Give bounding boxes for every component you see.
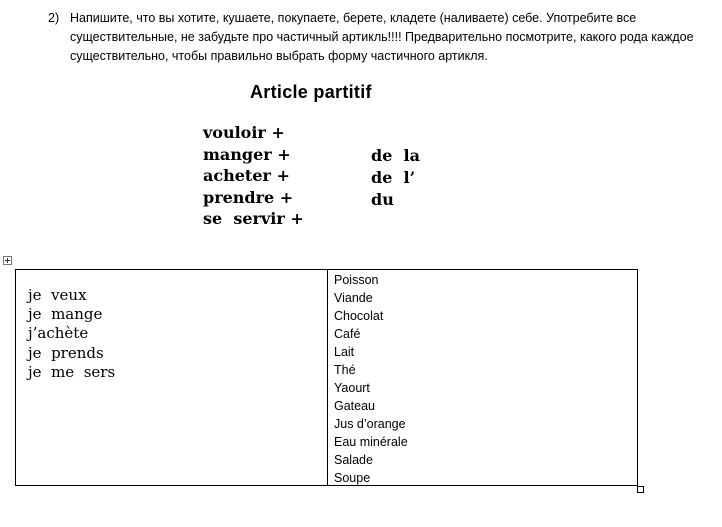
food-item: Café — [334, 327, 361, 341]
partitive-list — [371, 145, 420, 211]
pronoun-form-item: je me sers — [28, 362, 116, 381]
instruction — [48, 9, 708, 66]
food-item: Viande — [334, 291, 373, 305]
partitive-item: de l’ — [371, 168, 416, 187]
food-item: Poisson — [334, 273, 379, 287]
food-item: Soupe — [334, 471, 371, 485]
pronoun-form-item: je prends — [28, 343, 104, 362]
verb-list — [203, 122, 304, 230]
verb-item: acheter + — [203, 166, 290, 185]
pronoun-form-item: je mange — [28, 305, 103, 324]
food-item: Eau minérale — [334, 435, 408, 449]
pronoun-form-list — [28, 286, 115, 382]
verb-item: se servir + — [203, 209, 304, 228]
pronoun-form-item: j’achète — [28, 324, 89, 343]
food-item: Gateau — [334, 399, 376, 413]
food-item: Yaourt — [334, 381, 370, 395]
instruction-number: 2) — [48, 11, 60, 25]
article-partitif-title: Article partitif — [250, 82, 372, 102]
verb-item: prendre + — [203, 187, 294, 207]
table-resize-handle-icon[interactable] — [637, 486, 644, 493]
food-item: Jus d’orange — [334, 417, 406, 431]
partitive-item: du — [371, 190, 394, 209]
food-item: Salade — [334, 453, 373, 467]
partitive-item: de la — [371, 146, 420, 165]
food-item: Chocolat — [334, 309, 384, 323]
table-column-divider — [327, 270, 328, 485]
table-move-handle-icon[interactable] — [3, 256, 12, 265]
pronoun-form-item: je veux — [28, 286, 87, 304]
food-list — [334, 271, 408, 487]
food-item: Thé — [334, 363, 356, 377]
verb-item: vouloir + — [203, 123, 285, 142]
verb-item: manger + — [203, 144, 291, 164]
food-item: Lait — [334, 345, 355, 359]
instruction-text: Напишите, что вы хотите, кушаете, покупаете, берете, кладете (наливаете) себе. Употребите все существительные, не забудьте про частичный артикль!!!! Предварительно посмотрите, какого рода каждое существительно, чтобы правильно выбрать форму частичного артикля. — [70, 11, 694, 63]
